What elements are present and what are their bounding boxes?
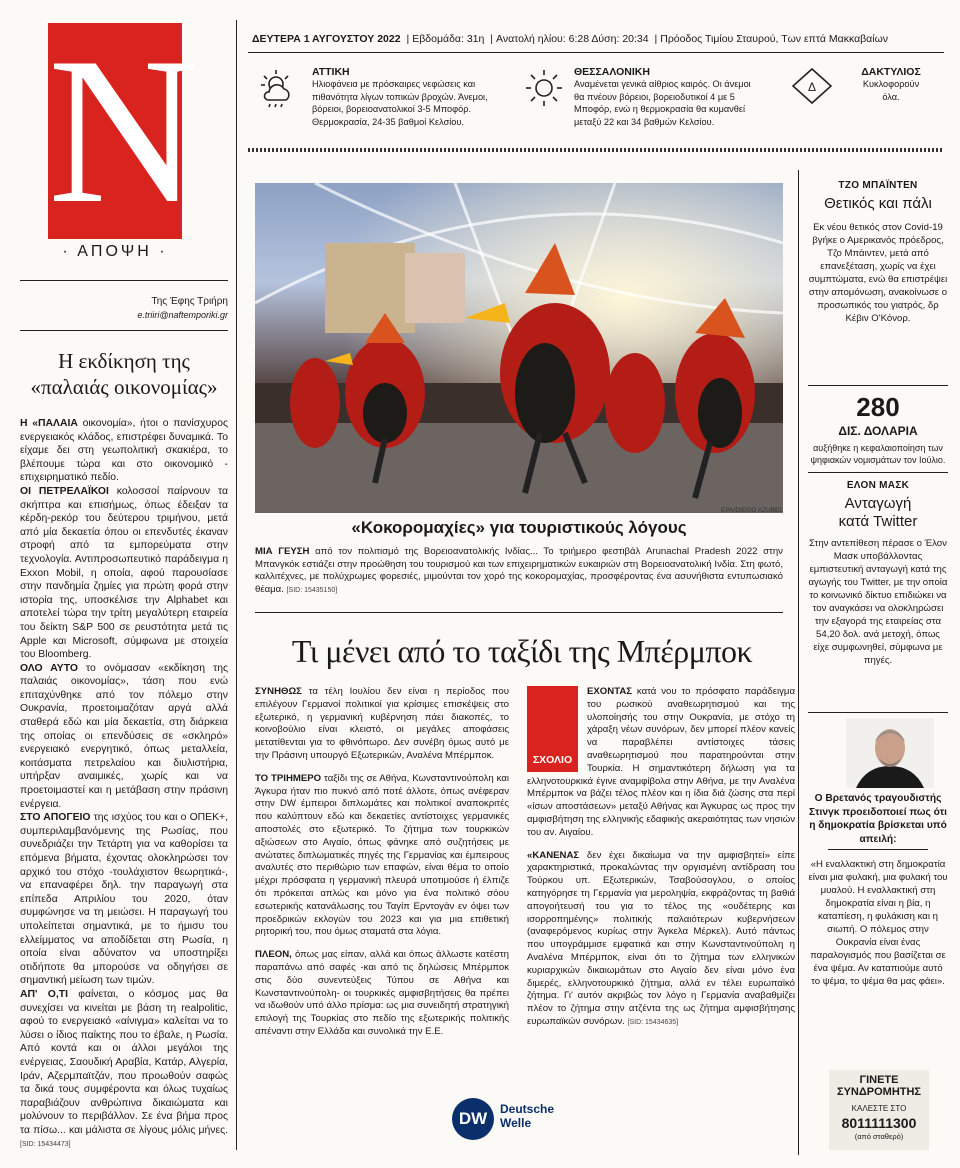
masthead-logo bbox=[48, 15, 196, 247]
crypto-number: 280 bbox=[856, 392, 900, 422]
weather-ring bbox=[836, 66, 946, 103]
article-paragraph: ΠΛΕΟΝ, όπως μας είπαν, αλλά και όπως άλλωστε κατέστη παραπάνω από σαφές -και από τις δηλώσεις Μπέρμποκ στις δύο συνεντεύξεις Τύπου σε Αθήνα και Κωνσταντινούπολη- οι τουρκικές αμφισβητήσεις θα πρέπει να ιδωθούν υπό άλλο πρίσμα: ως μια συνειδητή στρατηγική επιλογή της Τουρκίας στο πεδίο της εξωτερικής πολιτικής απέναντι στην Ελλάδα και συνολικά την Ε.Ε. bbox=[255, 949, 509, 1037]
article-column-2 bbox=[527, 686, 795, 1030]
nameday: Πρόοδος Τιμίου Σταυρού, Των επτά Μακκαβαίων bbox=[660, 33, 889, 45]
photo-credit: EPA/DIEGO AZUBEL bbox=[720, 507, 783, 514]
photo-headline: «Κοκορομαχίες» για τουριστικούς λόγους bbox=[351, 518, 687, 537]
opinion-paragraph: ΑΠ' Ο,ΤΙ φαίνεται, ο κόσμος μας θα συνεχίσει να κινείται με βάση τη realpolitic, αφού το ενεργειακό «αίνιγμα» καλείται να το λύσει ο ίδιος παίκτης που το έβαλε, η Ρωσία. Από κοντά και οι άλλοι μεγάλοι της ενέργειας, Σαουδική Αραβία, Κατάρ, Αλγερία, Ιράν, Αζερμπαϊτζάν, που προωθούν σαφώς τα δικά τους συμφέροντα και όλως τυχαίως παραβιάζουν ανθρώπινα δικαιώματα και μολύνουν το περιβάλλον. Σε ένα βήμα προς τα πίσω... και μάλιστα σε λίγους μόλις μήνες. [SID: 15434473] bbox=[20, 988, 228, 1149]
photo-caption bbox=[255, 546, 783, 597]
musk-title-2: κατά Twitter bbox=[838, 513, 918, 530]
opinion-title-line2: «παλαιάς οικονομίας» bbox=[30, 375, 218, 399]
weather-line: πιθανότητα λίγων τοπικών βροχών. Άνεμοι, bbox=[312, 91, 488, 102]
weather-line: Θερμοκρασία, 24-35 βαθμοί Κελσίου. bbox=[312, 116, 464, 127]
musk-kicker: ΕΛΟΝ ΜΑΣΚ bbox=[846, 480, 910, 491]
byline: Της Έφης Τριήρη bbox=[151, 296, 228, 307]
date: ΔΕΥΤΕΡΑ 1 ΑΥΓΟΥΣΤΟΥ 2022 bbox=[252, 33, 401, 45]
caption-sid: [SID: 15435150] bbox=[286, 586, 338, 594]
caption-text: από τον πολιτισμό της Βορειοανατολικής Ινδίας... Το τριήμερο φεστιβάλ Arunachal Pradesh 2022 στην Μπανγκόκ εστιάζει στην προώθηση του τουρισμού και των επιχειρηματικών ευκαιριών στη Βορειοανατολική Ινδία. Στη φωτό, καλλιτέχνες, με πολύχρωμες φορεσιές, μιμούνται τον χορό της κοκορομαχίας, προσφέροντας ένα ασυνήθιστα εντυπωσιακό θέαμα. bbox=[255, 546, 783, 595]
opinion-paragraph: ΣΤΟ ΑΠΟΓΕΙΟ της ισχύος του και ο ΟΠΕΚ+, συμπεριλαμβανόμενης της Ρωσίας, που συνεδριάζει την Τετάρτη για να καθορίσει τα επόμενα βήματα, έχοντας ολοκληρώσει τον αρχικό του στόχο -τουλάχιστον θεωρητικά-, να επαναφέρει δηλ. την παραγωγή στα επίπεδα Απριλίου του 2020, όταν συμφώνησε να τη μειώσει. Η παραγωγή του υπολείπεται σημαντικά, με το ήμισυ του ελλείμματος να αποδίδεται στη Ρωσία, η οποία είναι αδύνατον να υποστηρίξει οτιδήποτε θα μπορούσε να οδηγήσει σε σημαντική μείωση των τιμών. bbox=[20, 812, 228, 987]
dw-logo-circle: DW bbox=[452, 1098, 494, 1140]
section-name: ΑΠΟΨΗ bbox=[77, 243, 152, 260]
article-paragraph: ΤΟ ΤΡΙΗΜΕΡΟ ταξίδι της σε Αθήνα, Κωνσταντινούπολη και Άγκυρα ήταν πιο πυκνό από ποτέ άλλοτε, όπως ανέφεραν στην DW έμπειροι διπλωμάτες και πολιτικοί αναποκριτές που καλύπτουν εδώ και δεκαετίες αντίστοιχες γερμανικές αποστολές στο εξωτερικό. Το ζήτημα των τουρκικών αξιώσεων στο Αιγαίο, όπως φάνηκε από συζητήσεις με ανώτατες διπλωματικές πηγές της Γερμανίας και έμπειρους αναλυτές στο περιθώριο των επαφών, είναι θέμα το οποίο μέχρι πρόσφατα η γερμανική πλευρά υποτιμούσε ή έλπιζε ότι πρόκειται απλώς και μόνο για ένα πολιτικό σόου εσωτερικής κατανάλωσης του Ταγίπ Ερντογάν εν όψει των προεδρικών εκλογών του 2023 και για μια επιθετική ρητορική του, που όμως σταματά στα λόγια. bbox=[255, 772, 509, 938]
opinion-paragraph: ΟΙ ΠΕΤΡΕΛΑΪΚΟΙ κολοσσοί παίρνουν τα σκήπτρα και επισήμως, όπως έδειξαν τα κέρδη-ρεκόρ του δεύτερου τριμήνου, μετά από μία δεκαετία όπου οι επενδυτές έκαναν στροφή από τα εμπορεύματα στην τεχνολογία. Αντιπροσωπευτικό παράδειγμα η Exxon Mobil, η οποία, αφού παρουσίασε στην πανδημία ζημίες για πρώτη φορά στην ιστορία της, υποσκέλισε την Alphabet και αποτελεί τώρα την τρίτη μεγαλύτερη εταιρεία του δείκτη S&P 500 σε ρευστότητα μετά τις Apple και Microsoft, σύμφωνα με στοιχεία του Bloomberg. bbox=[20, 485, 228, 661]
weather-thessaloniki bbox=[574, 66, 784, 128]
byline-email[interactable]: e.triiri@naftemporiki.gr bbox=[137, 310, 228, 320]
article-title: Τι μένει από το ταξίδι της Μπέρμποκ bbox=[291, 633, 753, 669]
weather-line: Ηλιοφάνεια με πρόσκαιρες νεφώσεις και bbox=[312, 79, 476, 89]
sun-times: Ανατολή ηλίου: 6:28 Δύση: 20:34 bbox=[496, 33, 649, 45]
weather-region: ΔΑΚΤΥΛΙΟΣ bbox=[861, 66, 921, 78]
traffic-sign-icon bbox=[790, 66, 834, 106]
svg-text:Δ: Δ bbox=[807, 80, 817, 94]
opinion-title-line1: Η εκδίκηση της bbox=[58, 349, 190, 373]
article-paragraph: ΣΥΝΗΘΩΣ τα τέλη Ιουλίου δεν είναι η περίοδος που επιλέγουν Γερμανοί πολιτικοί για κρίσιμες επισκέψεις στο εξωτερικό, η γερμανική κυβέρνηση πάει διακοπές, το κοινοβούλιο είναι κλειστό, οι μεγάλες αποφάσεις μετατίθενται για το φθινόπωρο. Δεν συνέβη όμως αυτό με την Πράσινη υπουργό Εξωτερικών, Αναλένα Μπέρμποκ. bbox=[255, 686, 509, 761]
cloud-sun-icon bbox=[254, 66, 298, 110]
dw-name-1: Deutsche bbox=[500, 1102, 555, 1116]
dw-name-2: Welle bbox=[500, 1116, 532, 1130]
subscribe-line1: ΓΙΝΕΤΕ bbox=[859, 1074, 899, 1086]
article-paragraph: ΕΧΟΝΤΑΣ κατά νου το πρόσφατο παράδειγμα του ρωσικού αναθεωρητισμού και της υλοποίησής του στην Ουκρανία, με στόχο τη χάραξη νέων συνόρων, δεν μπορεί πλέον κανείς να παραβλέπει αντίστοιχες τάσεις αναθεωρητισμού που παρατηρούνται στην Τουρκία. Η σημαντικότερη δήλωση για τα ελληνοτουρκικά έγινε αναμφίβολα στην Αθήνα, με την Αναλένα Μπέρμποκ να βάζει τέλος πλέον και η ίδια διά ζώσης στα περί «ίσων αποστάσεων» μεταξύ Αθήνας και Άγκυρας ως προς την αμφισβήτηση της ελληνικής εδαφικής ακεραιότητας των νησιών του αν. Αιγαίου. bbox=[527, 686, 795, 838]
logo-letter: N bbox=[48, 15, 196, 247]
article-sid: [SID: 15434635] bbox=[627, 1018, 679, 1026]
musk-title-1: Ανταγωγή bbox=[844, 495, 912, 512]
dw-logo bbox=[452, 1092, 622, 1144]
scholio-label: ΣΧΟΛΙΟ bbox=[532, 754, 573, 766]
section-label: · ΑΠΟΨΗ · bbox=[62, 243, 168, 260]
subscribe-call: ΚΑΛΕΣΤΕ ΣΤΟ bbox=[851, 1104, 907, 1113]
sun-icon bbox=[522, 66, 566, 110]
biden-kicker: ΤΖΟ ΜΠΑΪΝΤΕΝ bbox=[838, 180, 918, 191]
biden-text: Εκ νέου θετικός στον Covid-19 βγήκε ο Αμερικανός πρόεδρος, Τζο Μπάιντεν, μετά από επανεξέταση, χωρίς να έχει συμπτώματα, ενώ θα επιστρέψει στην απομόνωση, ανακοίνωσε ο προσωπικός του γιατρός, δρ Κέβιν Ο'Κόνορ. bbox=[808, 222, 948, 324]
sting-quote: «Η εναλλακτική στη δημοκρατία είναι μια φυλακή, μια φυλακή του μυαλού. Η εναλλακτική στη δημοκρατία είναι η βία, η καταπίεση, η φυλάκιση και η σιωπή. Ο πόλεμος στην Ουκρανία είναι ένας παραλογισμός που βασίζεται σε ένα ψέμα. Αν καταπιούμε αυτό το ψέμα, το ψέμα θα μας φάει». bbox=[808, 859, 948, 987]
sting-caption: Ο Βρετανός τραγουδιστής Στινγκ προειδοποιεί πως ότι η δημοκρατία βρίσκεται υπό απειλή: bbox=[809, 793, 947, 845]
sting-portrait bbox=[846, 718, 934, 788]
opinion-paragraph: ΟΛΟ ΑΥΤΟ το ονόμασαν «εκδίκηση της παλαιάς οικονομίας», τάση που ενώ επιταχύνθηκε από τον πόλεμο στην Ουκρανία, προετοιμαζόταν αργά αλλά σταθερά εδώ και μία δεκαετία, στη διάρκεια της οποίας οι επενδύσεις σε «σκληρό» ενεργειακό ενεργητικό, όπως μεταλλεία, κοιτάσματα πετρελαίου και διυλιστήρια, υπήρξαν αναιμικές, χωρίς και να προετοιμαστεί και η μετάβαση στην πράσινη ενέργεια. bbox=[20, 662, 228, 810]
subscribe-note: (από σταθερό) bbox=[854, 1132, 904, 1141]
weather-line: μεταξύ 22 και 34 βαθμών Κελσίου. bbox=[574, 116, 715, 127]
caption-lead: ΜΙΑ ΓΕΥΣΗ bbox=[255, 546, 310, 557]
crypto-brief bbox=[808, 392, 948, 466]
weather-region: ΑΤΤΙΚΗ bbox=[312, 66, 350, 78]
article-paragraph: «ΚΑΝΕΝΑΣ δεν έχει δικαίωμα να την αμφισβητεί» είπε χαρακτηριστικά, προκαλώντας την οργισμένη αντίδραση του Τούρκου υπ. Εξωτερικών, Τσαβούσογλου, ο οποίος κατηγόρησε τη Γερμανία για μεροληψία, εκφράζοντας τη βαθιά απογοήτευσή του για το τέλος της «ουδέτερης και ισορροπημένης» πολιτικής παλαιότερων κυβερνήσεων (αναφερόμενος κυρίως στην Άγκελα Μέρκελ). Αυτό πάντως που υπογράμμισε εμφατικά και στην Κωνσταντινούπολη η Αναλένα Μπέρμποκ, είναι ότι το ζήτημα των ελληνικών κυριαρχικών δικαιωμάτων στο Αιγαίο δεν είναι μόνο ένα διμερές, ελληνοτουρκικό ζήτημα, αλλά εν τέλει ευρωπαϊκό ζήτημα. Γι' αυτόν ακριβώς τον λόγο η Γερμανία αναβαθμίζει πλέον το ζήτημα στην ατζέντα της ως ζήτημα αμφισβήτησης ευρωπαϊκών συνόρων. [SID: 15434635] bbox=[527, 849, 795, 1027]
opinion-sid: [SID: 15434473] bbox=[20, 1141, 71, 1149]
crypto-text: αυξήθηκε η κεφαλαιοποίηση των ψηφιακών νομισμάτων τον Ιούλιο. bbox=[810, 443, 946, 465]
musk-brief bbox=[808, 480, 948, 667]
weather-region: ΘΕΣΣΑΛΟΝΙΚΗ bbox=[574, 66, 650, 78]
weather-line: Αναμένεται γενικά αίθριος καιρός. Οι άνεμοι bbox=[574, 79, 751, 89]
biden-brief bbox=[808, 180, 948, 325]
musk-text: Στην αντεπίθεση πέρασε ο Έλον Μασκ υποβάλλοντας εμπιστευτική ανταγωγή κατά της αγωγής του Twitter, με την οποία το κοινωνικό δίκτυο επιδιώκει να τον αναγκάσει να ολοκληρώσει την εξαγορά της εταιρείας στα 54,20 δολ. ανά μετοχή, όπως είχε συμφωνηθεί, σύμφωνα με πηγές. bbox=[808, 538, 948, 666]
crypto-unit: ΔΙΣ. ΔΟΛΑΡΙΑ bbox=[838, 424, 918, 438]
biden-title: Θετικός και πάλι bbox=[824, 195, 932, 212]
weather-line: όλα. bbox=[882, 91, 900, 102]
weather-line: θα πνέουν βόρειοι, βορειοδυτικοί 4 με 5 bbox=[574, 91, 735, 102]
article-column-1 bbox=[255, 686, 509, 1039]
opinion-body bbox=[20, 417, 228, 1152]
week: Εβδομάδα: 31η bbox=[412, 33, 485, 45]
weather-line: Μποφόρ, ενώ η θερμοκρασία θα κυμανθεί bbox=[574, 104, 746, 114]
weather-line: Κυκλοφορούν bbox=[862, 79, 920, 89]
subscribe-line2: ΣΥΝΔΡΟΜΗΤΗΣ bbox=[836, 1086, 922, 1098]
festival-photo bbox=[255, 183, 783, 513]
opinion-paragraph: Η «ΠΑΛΑΙΑ οικονομία», ήτοι ο πανίσχυρος ενεργειακός κλάδος, επιστρέφει δυναμικά. Το είχαμε δει στη γεωπολιτική σκακιέρα, το βλέπουμε τώρα και στο οικονομικό - επιχειρηματικό πεδίο. bbox=[20, 418, 228, 484]
opinion-title bbox=[20, 348, 228, 400]
weather-line: βόρειοι, βορειοανατολικοί 3-5 Μποφόρ. bbox=[312, 104, 471, 114]
subscribe-phone[interactable]: 8011111300 bbox=[841, 1115, 917, 1131]
subscribe-box[interactable] bbox=[829, 1070, 929, 1150]
date-bar: ΔΕΥΤΕΡΑ 1 ΑΥΓΟΥΣΤΟΥ 2022 | Εβδομάδα: 31η | Ανατολή ηλίου: 6:28 Δύση: 20:34 | Πρόοδος Τιμίου Σταυρού, Των επτά Μακκαβαίων bbox=[252, 33, 889, 45]
weather-attica bbox=[312, 66, 522, 128]
